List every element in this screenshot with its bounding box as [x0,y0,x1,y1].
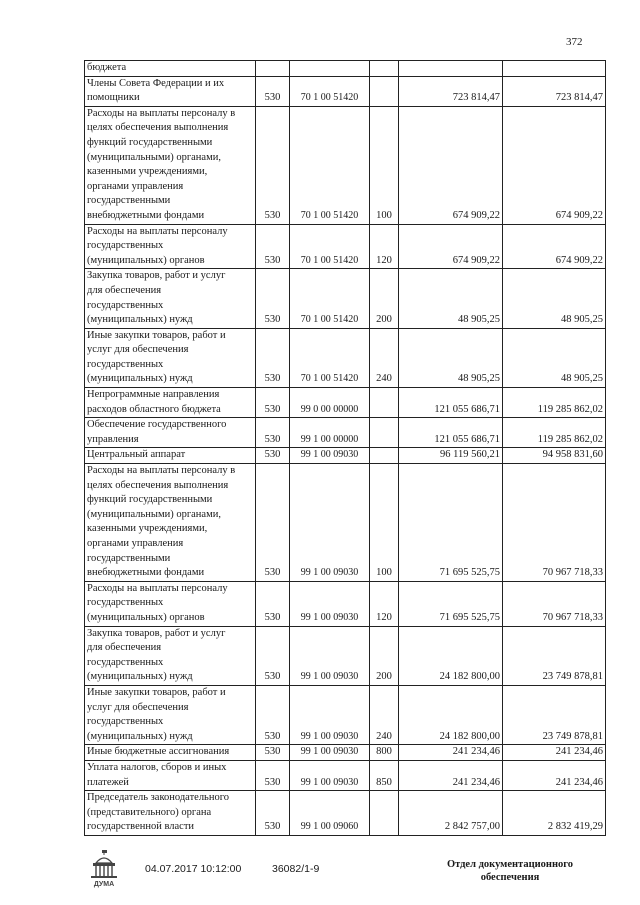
row-name: Члены Совета Федерации и их помощники [85,76,256,106]
table-row [85,106,606,224]
row-csr: 99 1 00 09030 [290,760,370,790]
row-code: 530 [256,581,290,626]
row-sum-2019: 2 832 419,29 [503,791,606,836]
table-row [85,745,606,761]
row-name: Расходы на выплаты персоналу государственных (муниципальных) органов [85,224,256,269]
row-name: Расходы на выплаты персоналу в целях обеспечения выполнения функций государственными (муниципальными) органами, казенными учреждениями, органами управления государственными внебюджетными фондами [85,464,256,582]
row-csr: 99 1 00 09030 [290,448,370,464]
duma-building-icon [85,849,123,889]
row-csr: 99 1 00 09030 [290,581,370,626]
row-vr [370,76,399,106]
row-sum-2019: 119 285 862,02 [503,388,606,418]
row-sum-2019 [503,61,606,77]
row-vr: 200 [370,269,399,328]
table-row [85,61,606,77]
row-csr: 99 1 00 09030 [290,745,370,761]
row-vr: 800 [370,745,399,761]
row-sum-2018: 48 905,25 [399,328,503,387]
row-vr [370,448,399,464]
table-row [85,448,606,464]
row-vr [370,388,399,418]
row-vr: 200 [370,626,399,685]
table-row [85,76,606,106]
row-sum-2019: 48 905,25 [503,328,606,387]
row-code: 530 [256,745,290,761]
row-sum-2019: 119 285 862,02 [503,418,606,448]
row-csr: 99 1 00 09030 [290,464,370,582]
row-name: Непрограммные направления расходов областного бюджета [85,388,256,418]
footer-doc-number: 36082/1-9 [272,863,320,875]
row-code: 530 [256,224,290,269]
row-sum-2019: 70 967 718,33 [503,464,606,582]
table-row [85,685,606,744]
row-code: 530 [256,448,290,464]
row-code: 530 [256,464,290,582]
table-row [85,224,606,269]
row-csr: 99 1 00 09030 [290,626,370,685]
row-name: Расходы на выплаты персоналу государственных (муниципальных) органов [85,581,256,626]
row-sum-2019: 674 909,22 [503,224,606,269]
row-csr [290,61,370,77]
row-sum-2019: 241 234,46 [503,745,606,761]
budget-table [84,60,606,836]
table-row [85,760,606,790]
row-code: 530 [256,791,290,836]
row-sum-2018: 71 695 525,75 [399,581,503,626]
row-name: Центральный аппарат [85,448,256,464]
row-name: Закупка товаров, работ и услуг для обеспечения государственных (муниципальных) нужд [85,269,256,328]
row-vr: 120 [370,224,399,269]
row-vr: 120 [370,581,399,626]
row-sum-2018: 674 909,22 [399,106,503,224]
row-sum-2018: 241 234,46 [399,760,503,790]
row-name: Председатель законодательного (представительного) органа государственной власти [85,791,256,836]
row-sum-2018: 241 234,46 [399,745,503,761]
row-sum-2018: 723 814,47 [399,76,503,106]
row-name: Обеспечение государственного управления [85,418,256,448]
row-vr: 100 [370,464,399,582]
table-row [85,269,606,328]
budget-table-body [85,61,606,836]
row-sum-2019: 23 749 878,81 [503,685,606,744]
footer-date: 04.07.2017 10:12:00 [145,863,242,875]
row-code: 530 [256,328,290,387]
row-name: Закупка товаров, работ и услуг для обеспечения государственных (муниципальных) нужд [85,626,256,685]
row-csr: 70 1 00 51420 [290,224,370,269]
row-csr: 99 0 00 00000 [290,388,370,418]
table-row [85,626,606,685]
row-vr: 240 [370,328,399,387]
row-csr: 99 1 00 09030 [290,685,370,744]
row-code: 530 [256,388,290,418]
row-csr: 70 1 00 51420 [290,106,370,224]
row-sum-2019: 674 909,22 [503,106,606,224]
row-name: Уплата налогов, сборов и иных платежей [85,760,256,790]
row-csr: 99 1 00 00000 [290,418,370,448]
row-sum-2018: 121 055 686,71 [399,388,503,418]
row-sum-2018 [399,61,503,77]
row-vr: 100 [370,106,399,224]
row-sum-2018: 24 182 800,00 [399,685,503,744]
row-code: 530 [256,685,290,744]
page-footer [0,855,640,905]
row-vr [370,791,399,836]
row-sum-2018: 71 695 525,75 [399,464,503,582]
row-sum-2018: 24 182 800,00 [399,626,503,685]
row-sum-2019: 723 814,47 [503,76,606,106]
footer-department: Отдел документационного обеспечения [446,859,574,883]
row-code: 530 [256,760,290,790]
logo-text: ДУМА [93,881,115,888]
row-vr: 240 [370,685,399,744]
table-row [85,328,606,387]
row-code: 530 [256,76,290,106]
row-sum-2019: 23 749 878,81 [503,626,606,685]
row-name: Иные закупки товаров, работ и услуг для обеспечения государственных (муниципальных) нужд [85,328,256,387]
row-csr: 70 1 00 51420 [290,328,370,387]
row-name: Иные закупки товаров, работ и услуг для обеспечения государственных (муниципальных) нужд [85,685,256,744]
row-vr: 850 [370,760,399,790]
row-name: бюджета [85,61,256,77]
row-code: 530 [256,269,290,328]
row-sum-2018: 674 909,22 [399,224,503,269]
row-vr [370,61,399,77]
table-row [85,581,606,626]
page-number: 372 [566,36,583,48]
row-name: Иные бюджетные ассигнования [85,745,256,761]
row-sum-2019: 70 967 718,33 [503,581,606,626]
table-row [85,388,606,418]
row-sum-2019: 48 905,25 [503,269,606,328]
row-vr [370,418,399,448]
row-sum-2018: 2 842 757,00 [399,791,503,836]
row-sum-2018: 48 905,25 [399,269,503,328]
row-code: 530 [256,106,290,224]
row-sum-2019: 94 958 831,60 [503,448,606,464]
row-csr: 70 1 00 51420 [290,76,370,106]
table-row [85,418,606,448]
row-sum-2019: 241 234,46 [503,760,606,790]
row-csr: 99 1 00 09060 [290,791,370,836]
row-code: 530 [256,626,290,685]
row-code: 530 [256,418,290,448]
row-name: Расходы на выплаты персоналу в целях обеспечения выполнения функций государственными (муниципальными) органами, казенными учреждениями, органами управления государственными внебюджетными фондами [85,106,256,224]
row-sum-2018: 121 055 686,71 [399,418,503,448]
row-sum-2018: 96 119 560,21 [399,448,503,464]
row-csr: 70 1 00 51420 [290,269,370,328]
row-code [256,61,290,77]
table-row [85,464,606,582]
table-row [85,791,606,836]
